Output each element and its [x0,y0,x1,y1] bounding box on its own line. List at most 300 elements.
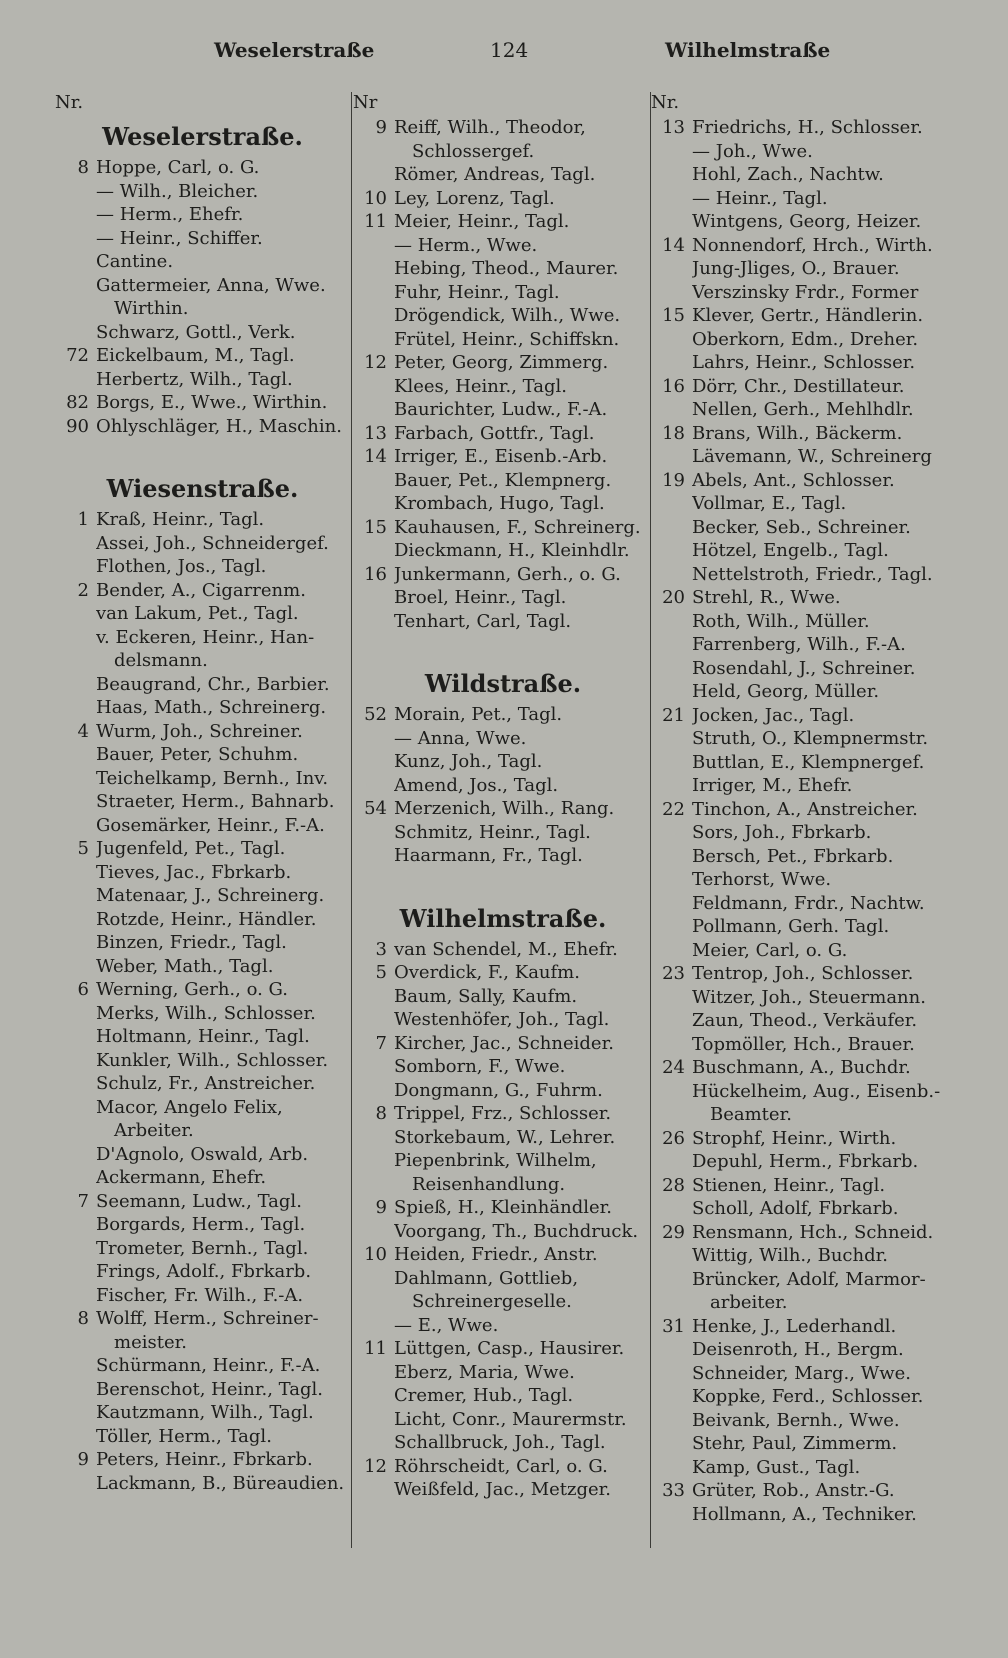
list-item [353,985,653,1009]
list-item [651,1150,961,1174]
house-number [55,1354,96,1378]
running-header-right: Wilhelmstraße [665,38,831,62]
list-item [651,1503,961,1527]
resident-entry: Becker, Seb., Schreiner. [692,516,911,538]
house-number [651,610,692,634]
resident-entry: Dongmann, G., Fuhrm. [394,1079,603,1101]
list-item [353,1008,653,1032]
house-number [353,1314,394,1338]
house-number [651,821,692,845]
list-item [353,163,653,187]
house-number: 28 [662,1174,685,1196]
resident-entry: Fischer, Fr. Wilh., F.-A. [96,1284,304,1306]
resident-entry: Hebing, Theod., Maurer. [394,258,619,279]
resident-entry: Macor, Angelo Felix, [96,1096,283,1118]
resident-entry: Deisenroth, H., Bergm. [692,1339,904,1360]
resident-entry: Kamp, Gust., Tagl. [692,1456,861,1478]
resident-entry: Herbertz, Wilh., Tagl. [96,368,293,390]
house-number: 9 [375,117,387,138]
number-column-label: Nr [353,92,378,113]
house-number [651,1503,692,1527]
list-item [55,1049,350,1073]
house-number [651,751,692,775]
list-item [353,257,653,281]
list-item [353,821,653,845]
house-number [55,1119,96,1143]
number-column-label: Nr. [55,92,84,113]
resident-entry: Eickelbaum, M., Tagl. [96,345,295,366]
resident-entry: Grüter, Rob., Anstr.-G. [692,1480,895,1501]
resident-entry: Schlossergef. [412,140,535,162]
list-item [651,351,961,375]
list-item [55,579,350,603]
resident-entry: Bersch, Pet., Fbrkarb. [692,845,894,867]
resident-entry: Abels, Ant., Schlosser. [692,469,895,491]
list-item [651,798,961,822]
resident-entry: Schreinergeselle. [412,1291,572,1312]
list-item [55,649,350,673]
resident-entry: — Herm., Ehefr. [96,204,244,225]
list-item [353,1337,653,1361]
resident-entry: Oberkorn, Edm., Dreher. [692,328,919,350]
resident-entry: D'Agnolo, Oswald, Arb. [96,1143,309,1165]
list-item [353,610,653,634]
resident-entry: Irriger, M., Ehefr. [692,775,853,796]
resident-entry: Zaun, Theod., Verkäufer. [692,1010,918,1031]
resident-entry: Tenhart, Carl, Tagl. [394,610,572,632]
house-number [55,790,96,814]
list-item [353,1055,653,1079]
house-number [55,955,96,979]
house-number [353,539,394,563]
list-item [353,938,653,962]
house-number: 5 [77,838,89,859]
resident-entry: Wittig, Wilh., Buchdr. [692,1245,888,1266]
list-item [55,1472,350,1496]
resident-entry: — Wilh., Bleicher. [96,180,259,202]
list-item [55,180,350,204]
house-number [353,1361,394,1385]
house-number [55,180,96,204]
list-item [55,368,350,392]
house-number [651,727,692,751]
list-item [651,1268,961,1292]
list-item [651,1056,961,1080]
house-number [353,1173,394,1197]
list-item [651,539,961,563]
house-number: 12 [364,1455,387,1477]
house-number [651,774,692,798]
list-item [353,116,653,140]
list-item [353,1102,653,1126]
list-item [353,1126,653,1150]
house-number [651,1338,692,1362]
house-number [651,328,692,352]
resident-entry: Peter, Georg, Zimmerg. [394,352,609,373]
house-number [55,321,96,345]
list-item [55,1190,350,1214]
list-item [651,328,961,352]
house-number [651,281,692,305]
resident-entry: delsmann. [114,650,208,671]
resident-entry: — Herm., Wwe. [394,234,538,256]
resident-entry: Meier, Carl, o. G. [692,939,848,961]
resident-entry: — E., Wwe. [394,1314,499,1336]
list-item [353,750,653,774]
house-number [651,657,692,681]
list-item [651,469,961,493]
section-spacer [55,438,350,468]
list-item [651,915,961,939]
list-item [651,1174,961,1198]
list-item [55,814,350,838]
list-item [651,1197,961,1221]
resident-entry: Haas, Math., Schreinerg. [96,697,327,718]
list-item [353,1243,653,1267]
resident-entry: Trometer, Bernh., Tagl. [96,1237,309,1259]
resident-entry: Beaugrand, Chr., Barbier. [96,673,330,695]
house-number [651,986,692,1010]
house-number: 4 [77,720,89,742]
list-item [353,1431,653,1455]
resident-entry: Buttlan, E., Klempnergef. [692,751,925,773]
resident-entry: Kircher, Jac., Schneider. [394,1032,614,1054]
resident-entry: Depuhl, Herm., Fbrkarb. [692,1151,919,1172]
house-number [353,1431,394,1455]
house-number: 52 [364,704,387,725]
house-number [353,985,394,1009]
house-number [55,908,96,932]
list-item [651,633,961,657]
list-item [651,1479,961,1503]
resident-entry: Schneider, Marg., Wwe. [692,1362,911,1384]
house-number [55,203,96,227]
house-number: 11 [364,211,387,232]
resident-entry: Hoppe, Carl, o. G. [96,157,260,178]
house-number: 16 [662,375,685,397]
list-item [55,837,350,861]
resident-entry: Tinchon, A., Anstreicher. [692,798,918,820]
list-item [353,586,653,610]
list-item [651,939,961,963]
list-item [55,673,350,697]
list-item [651,845,961,869]
resident-entry: Fuhr, Heinr., Tagl. [394,281,560,303]
resident-entry: Topmöller, Hch., Brauer. [692,1033,915,1055]
house-number [55,1237,96,1261]
house-number: 8 [77,157,89,178]
list-item [55,1096,350,1120]
house-number [353,1220,394,1244]
resident-entry: Seemann, Ludw., Tagl. [96,1190,302,1212]
resident-entry: Stehr, Paul, Zimmerm. [692,1433,898,1454]
list-item [651,1456,961,1480]
list-item [651,140,961,164]
resident-entry: Kunkler, Wilh., Schlosser. [96,1049,329,1071]
list-item [651,116,961,140]
list-item [651,680,961,704]
list-item [651,727,961,751]
resident-entry: Held, Georg, Müller. [692,681,880,702]
running-header-left: Weselerstraße [214,38,375,62]
list-item [353,703,653,727]
list-item [55,274,350,298]
resident-entry: Roth, Wilh., Müller. [692,610,870,632]
resident-entry: Strophf, Heinr., Wirth. [692,1127,897,1149]
list-item [55,1401,350,1425]
resident-entry: Rensmann, Hch., Schneid. [692,1221,934,1243]
column-3 [651,92,961,1526]
house-number [651,1244,692,1268]
house-number [55,1401,96,1425]
resident-entry: Somborn, F., Wwe. [394,1056,566,1077]
resident-entry: Ackermann, Ehefr. [96,1167,267,1188]
house-number [55,743,96,767]
resident-entry: Baum, Sally, Kaufm. [394,985,578,1007]
resident-entry: Buschmann, A., Buchdr. [692,1057,911,1078]
list-item [651,257,961,281]
house-number [55,297,96,321]
resident-entry: Weber, Math., Tagl. [96,955,274,977]
house-number [651,1033,692,1057]
resident-entry: Röhrscheidt, Carl, o. G. [394,1455,608,1477]
list-item [55,1166,350,1190]
resident-entry: Werning, Gerh., o. G. [96,979,289,1000]
resident-entry: Overdick, F., Kaufm. [394,962,580,983]
resident-entry: Stienen, Heinr., Tagl. [692,1174,886,1196]
list-item [353,797,653,821]
house-number: 8 [77,1308,89,1329]
list-item [353,1478,653,1502]
house-number [651,633,692,657]
house-number [651,1197,692,1221]
house-number: 2 [77,579,89,601]
list-item [353,539,653,563]
house-number [353,1384,394,1408]
house-number [651,1409,692,1433]
resident-entry: Farrenberg, Wilh., F.-A. [692,634,906,655]
resident-entry: Irriger, E., Eisenb.-Arb. [394,446,608,467]
house-number [55,1260,96,1284]
house-number: 9 [375,1197,387,1218]
list-item [651,1033,961,1057]
resident-entry: Bauer, Pet., Klempnerg. [394,469,612,491]
house-number: 24 [662,1057,685,1078]
house-number [55,1284,96,1308]
resident-entry: Vollmar, E., Tagl. [692,493,847,514]
resident-entry: Heiden, Friedr., Anstr. [394,1244,598,1265]
house-number: 12 [364,352,387,373]
list-item [353,210,653,234]
list-item [55,1002,350,1026]
list-item [55,743,350,767]
house-number: 6 [77,979,89,1000]
resident-entry: Hückelheim, Aug., Eisenb.- [692,1080,941,1102]
resident-entry: Teichelkamp, Bernh., Inv. [96,767,329,789]
list-item [651,986,961,1010]
list-item [651,1127,961,1151]
list-item [353,516,653,540]
list-item [651,445,961,469]
resident-entry: — Anna, Wwe. [394,727,527,749]
house-number: 26 [662,1127,685,1149]
resident-entry: Scholl, Adolf, Fbrkarb. [692,1198,899,1219]
house-number [353,1055,394,1079]
list-item [651,821,961,845]
list-item [651,751,961,775]
resident-entry: Matenaar, J., Schreinerg. [96,885,325,906]
house-number [353,492,394,516]
resident-entry: Feldmann, Frdr., Nachtw. [692,892,925,914]
resident-entry: Assei, Joh., Schneidergef. [96,532,329,554]
resident-entry: arbeiter. [710,1292,788,1313]
resident-entry: Bauer, Peter, Schuhm. [96,744,299,765]
list-item [353,187,653,211]
house-number [353,610,394,634]
list-item [353,1032,653,1056]
resident-entry: Trippel, Frz., Schlosser. [394,1103,612,1124]
resident-entry: Tieves, Jac., Fbrkarb. [96,861,292,883]
resident-entry: Schulz, Fr., Anstreicher. [96,1073,316,1094]
list-item [55,344,350,368]
house-number [55,626,96,650]
list-item [55,1448,350,1472]
house-number [353,750,394,774]
list-item [55,203,350,227]
house-number [55,368,96,392]
resident-entry: Wintgens, Georg, Heizer. [692,211,922,232]
house-number: 1 [77,509,89,530]
house-number [55,814,96,838]
house-number [55,602,96,626]
list-item [353,281,653,305]
resident-entry: Weißfeld, Jac., Metzger. [394,1479,612,1500]
house-number [353,1149,394,1173]
house-number [651,257,692,281]
list-item [55,720,350,744]
house-number [55,1331,96,1355]
list-item [651,1103,961,1127]
resident-entry: Rotzde, Heinr., Händler. [96,908,317,930]
list-item [353,375,653,399]
house-number: 31 [662,1315,685,1337]
house-number: 22 [662,798,685,820]
house-number [651,563,692,587]
resident-entry: Beivank, Bernh., Wwe. [692,1409,900,1431]
list-item [55,1307,350,1331]
list-item [651,1221,961,1245]
list-item [55,626,350,650]
list-item [651,375,961,399]
house-number [353,1267,394,1291]
resident-entry: Flothen, Jos., Tagl. [96,556,267,577]
house-number: 20 [662,587,685,608]
house-number [353,1408,394,1432]
house-number [353,1008,394,1032]
list-item [55,415,350,439]
resident-entry: Jocken, Jac., Tagl. [692,704,855,726]
resident-entry: Ley, Lorenz, Tagl. [394,187,555,209]
resident-entry: Farbach, Gottfr., Tagl. [394,422,595,444]
resident-entry: — Heinr., Tagl. [692,187,828,209]
list-item [651,563,961,587]
list-item [651,1291,961,1315]
resident-entry: Frings, Adolf., Fbrkarb. [96,1261,312,1282]
house-number [55,1143,96,1167]
house-number: 13 [364,422,387,444]
house-number [353,821,394,845]
house-number: 16 [364,563,387,585]
resident-entry: Jung-Jliges, O., Brauer. [692,258,900,279]
resident-entry: Schwarz, Gottl., Verk. [96,321,296,343]
house-number [353,1126,394,1150]
resident-entry: Bender, A., Cigarrenm. [96,579,306,601]
list-item [353,1173,653,1197]
list-item [651,1409,961,1433]
house-number [651,868,692,892]
house-number [651,1103,692,1127]
list-item [55,1119,350,1143]
list-item [55,391,350,415]
house-number: 7 [375,1032,387,1054]
list-item [55,1213,350,1237]
list-item [651,234,961,258]
house-number: 8 [375,1103,387,1124]
list-item [353,961,653,985]
list-item [353,1149,653,1173]
house-number [353,1290,394,1314]
resident-entry: — Joh., Wwe. [692,140,813,162]
resident-entry: Brüncker, Adolf, Marmor- [692,1268,926,1290]
list-item [651,1080,961,1104]
house-number [55,649,96,673]
list-item [651,516,961,540]
house-number [651,539,692,563]
resident-entry: Klees, Heinr., Tagl. [394,375,568,397]
list-item [353,1361,653,1385]
resident-entry: Kauhausen, F., Schreinerg. [394,516,641,538]
list-item [55,696,350,720]
resident-entry: Dieckmann, H., Kleinhdlr. [394,540,630,561]
list-item [55,227,350,251]
column-divider [351,92,352,1548]
resident-entry: Peters, Heinr., Fbrkarb. [96,1449,313,1470]
street-heading: Wildstraße. [424,669,582,698]
list-item [353,1196,653,1220]
section-spacer [353,633,653,663]
resident-entry: v. Eckeren, Heinr., Han- [96,626,315,648]
resident-entry: Klever, Gertr., Händlerin. [692,305,924,326]
house-number [55,1472,96,1496]
house-number: 3 [375,938,387,960]
column-1 [55,92,350,1495]
list-item [353,844,653,868]
house-number [353,257,394,281]
street-heading: Wiesenstraße. [106,474,299,503]
list-item [651,704,961,728]
house-number [651,1080,692,1104]
resident-entry: Frütel, Heinr., Schiffskn. [394,328,620,350]
list-item [651,163,961,187]
list-item [55,955,350,979]
house-number [651,680,692,704]
list-item [55,884,350,908]
house-number: 7 [77,1190,89,1212]
house-number [353,398,394,422]
house-number: 23 [662,963,685,984]
house-number [651,1268,692,1292]
house-number [55,884,96,908]
